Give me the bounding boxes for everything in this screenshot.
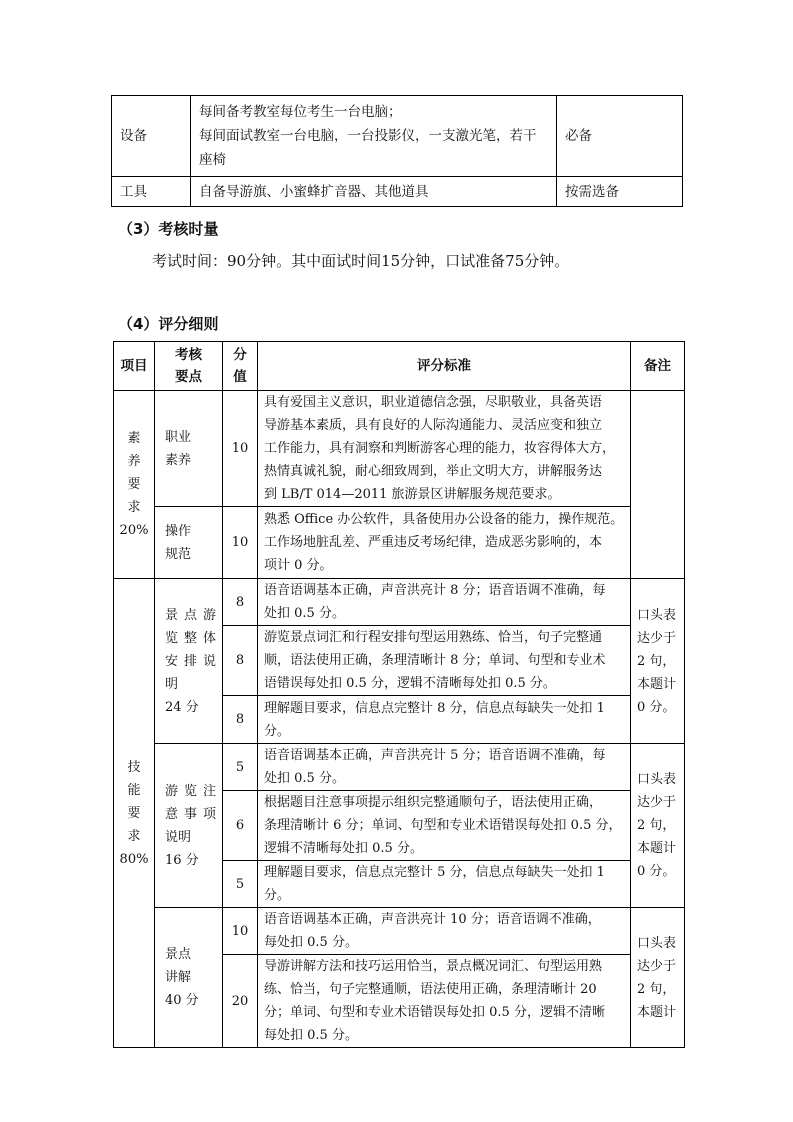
text-line: 览整体	[165, 630, 223, 646]
equipment-item: 工具	[112, 177, 191, 207]
header-project: 项目	[114, 342, 155, 391]
category-char: 能	[127, 782, 141, 798]
text-line: 0 分。	[637, 864, 676, 879]
section-heading: （3）考核时量	[118, 220, 219, 238]
text-line: 达少于	[637, 795, 677, 810]
table-header-row	[114, 342, 685, 391]
table-row	[114, 391, 685, 507]
key-point	[155, 579, 223, 744]
scoring-standard	[258, 507, 631, 579]
text-line: 逻辑不清晰每处扣 0.5 分。	[264, 841, 423, 856]
text-line: 每处扣 0.5 分。	[264, 935, 358, 950]
text-line: 熟悉 Office 办公软件，具备使用办公设备的能力，操作规范。	[264, 512, 624, 527]
text-line: 本题计	[637, 676, 677, 692]
text-line: 导游基本素质，具有良好的人际沟通能力、灵活应变和独立	[264, 418, 603, 433]
text-line: 语音语调基本正确，声音洪亮计 10 分；语音语调不准确，	[264, 912, 601, 927]
text-line: 热情真诚礼貌，耐心细致周到，举止文明大方，讲解服务达	[264, 464, 603, 479]
scoring-standard	[258, 955, 631, 1048]
text-line: 分。	[264, 723, 291, 739]
scoring-standard	[258, 626, 631, 696]
text-line: 口头表	[637, 772, 677, 787]
note-cell	[631, 391, 685, 579]
category-char: 要	[127, 477, 141, 492]
table-row	[114, 744, 685, 791]
table-row	[112, 177, 683, 207]
header-standard: 评分标准	[258, 342, 631, 391]
score-value: 10	[223, 507, 258, 579]
text-line: 工作能力，具有洞察和判断游客心理的能力，妆容得体大方，	[264, 441, 616, 456]
equipment-item: 设备	[112, 96, 191, 177]
text-line: 规范	[165, 546, 192, 562]
text-line: 40 分	[165, 993, 199, 1008]
note-cell	[631, 744, 685, 908]
text-line: 语错误每处扣 0.5 分，逻辑不清晰每处扣 0.5 分。	[264, 676, 556, 691]
text-line: 游览景点词汇和行程安排句型运用熟练、恰当，句子完整通	[264, 630, 603, 645]
text-line: 具有爱国主义意识，职业道德信念强，尽职敬业，具备英语	[264, 395, 603, 410]
text-line: 项计 0 分。	[264, 558, 333, 573]
category-char: 求	[127, 500, 141, 515]
text-line: 口头表	[637, 935, 677, 951]
exam-time-text: 考试时间：90分钟。其中面试时间15分钟，口试准备75分钟。	[152, 252, 570, 270]
equipment-table	[111, 95, 683, 207]
scoring-standard	[258, 908, 631, 955]
text-line: 24 分	[165, 699, 199, 715]
scoring-standard	[258, 579, 631, 626]
text-line: 处扣 0.5 分。	[264, 771, 345, 786]
text-line: 景点	[165, 947, 192, 962]
equipment-description	[191, 96, 557, 177]
text-line: 本题计	[637, 841, 677, 856]
text-line: 工作场地脏乱差、严重违反考场纪律，造成恶劣影响的，本	[264, 535, 603, 550]
score-value: 5	[223, 861, 258, 908]
table-row	[114, 908, 685, 955]
table-row	[112, 96, 683, 177]
text-line: 理解题目要求，信息点完整计 5 分，信息点每缺失一处扣 1	[264, 865, 605, 880]
category-char: 20%	[119, 523, 149, 538]
table-row	[114, 507, 685, 579]
text-line: 语音语调基本正确，声音洪亮计 5 分；语音语调不准确，每	[264, 748, 606, 763]
text-line: 操作	[165, 523, 192, 539]
header-key-points	[155, 342, 223, 391]
key-point	[155, 391, 223, 507]
category-char: 技	[127, 759, 141, 775]
category-quality	[114, 391, 155, 579]
text-line: 根据题目注意事项提示组织完整通顺句子，语法使用正确，	[264, 795, 603, 810]
text-line: 顺，语法使用正确，条理清晰计 8 分；单词、句型和专业术	[264, 653, 606, 668]
category-skill	[114, 579, 155, 1048]
text-line: 到 LB/T 014—2011 旅游景区讲解服务规范要求。	[264, 487, 561, 502]
score-value: 10	[223, 908, 258, 955]
key-point	[155, 908, 223, 1048]
text-line: 理解题目要求，信息点完整计 8 分，信息点每缺失一处扣 1	[264, 700, 605, 716]
text-line: 景点游	[165, 607, 223, 623]
text-line: 本题计	[637, 1004, 677, 1020]
text-line: 2 句，	[637, 981, 676, 997]
score-value: 20	[223, 955, 258, 1048]
text-line: 自备导游旗、小蜜蜂扩音器、其他道具	[199, 183, 429, 200]
text-line: 0 分。	[637, 699, 676, 715]
text-line: 练、恰当，句子完整通顺，语法使用正确，条理清晰计 20	[264, 982, 597, 997]
text-line: 讲解	[165, 970, 192, 985]
header-line: 要点	[175, 369, 202, 385]
text-line: 处扣 0.5 分。	[264, 606, 345, 621]
equipment-description	[191, 177, 557, 207]
score-value: 5	[223, 744, 258, 791]
text-line: 每间备考教室每位考生一台电脑；	[199, 104, 402, 120]
text-line: 座椅	[199, 152, 226, 168]
scoring-standard	[258, 696, 631, 744]
equipment-note: 必备	[557, 96, 683, 177]
score-value: 6	[223, 791, 258, 861]
text-line: 分；单词、句型和专业术语错误每处扣 0.5 分，逻辑不清晰	[264, 1005, 605, 1020]
score-value: 8	[223, 626, 258, 696]
scoring-table	[113, 341, 685, 1048]
text-line: 条理清晰计 6 分；单词、句型和专业术语错误每处扣 0.5 分，	[264, 818, 622, 833]
equipment-note: 按需选备	[557, 177, 683, 207]
scoring-standard	[258, 744, 631, 791]
text-line: 16 分	[165, 852, 199, 868]
header-line: 考核	[175, 347, 202, 363]
category-char: 要	[127, 805, 141, 821]
key-point	[155, 507, 223, 579]
text-line: 2 句，	[637, 818, 676, 833]
score-value: 10	[223, 391, 258, 507]
section-heading: （4）评分细则	[118, 315, 219, 333]
scoring-standard	[258, 861, 631, 908]
score-value: 8	[223, 579, 258, 626]
header-note: 备注	[631, 342, 685, 391]
text-line: 游览注	[165, 783, 223, 799]
header-line: 值	[233, 369, 247, 385]
text-line: 2 句，	[637, 653, 676, 669]
scoring-standard	[258, 391, 631, 507]
category-char: 求	[127, 828, 141, 844]
category-char: 80%	[119, 851, 149, 867]
text-line: 说明	[165, 829, 192, 845]
note-cell	[631, 908, 685, 1048]
text-line: 每间面试教室一台电脑，一台投影仪，一支激光笔，若干	[199, 128, 537, 144]
text-line: 分。	[264, 888, 291, 903]
key-point	[155, 744, 223, 908]
text-line: 素养	[165, 452, 192, 468]
category-char: 素	[127, 431, 141, 446]
score-value: 8	[223, 696, 258, 744]
scoring-standard	[258, 791, 631, 861]
text-line: 每处扣 0.5 分。	[264, 1028, 358, 1043]
text-line: 语音语调基本正确，声音洪亮计 8 分；语音语调不准确，每	[264, 583, 606, 598]
text-line: 导游讲解方法和技巧运用恰当，景点概况词汇、句型运用熟	[264, 959, 603, 974]
header-score	[223, 342, 258, 391]
category-char: 养	[127, 454, 141, 469]
text-line: 安排说	[165, 653, 223, 669]
text-line: 明	[165, 676, 185, 692]
note-cell	[631, 579, 685, 744]
text-line: 意事项	[165, 806, 223, 822]
text-line: 达少于	[637, 630, 677, 646]
header-line: 分	[233, 347, 247, 363]
text-line: 达少于	[637, 958, 677, 974]
table-row	[114, 579, 685, 626]
text-line: 口头表	[637, 607, 677, 623]
text-line: 职业	[165, 429, 192, 445]
